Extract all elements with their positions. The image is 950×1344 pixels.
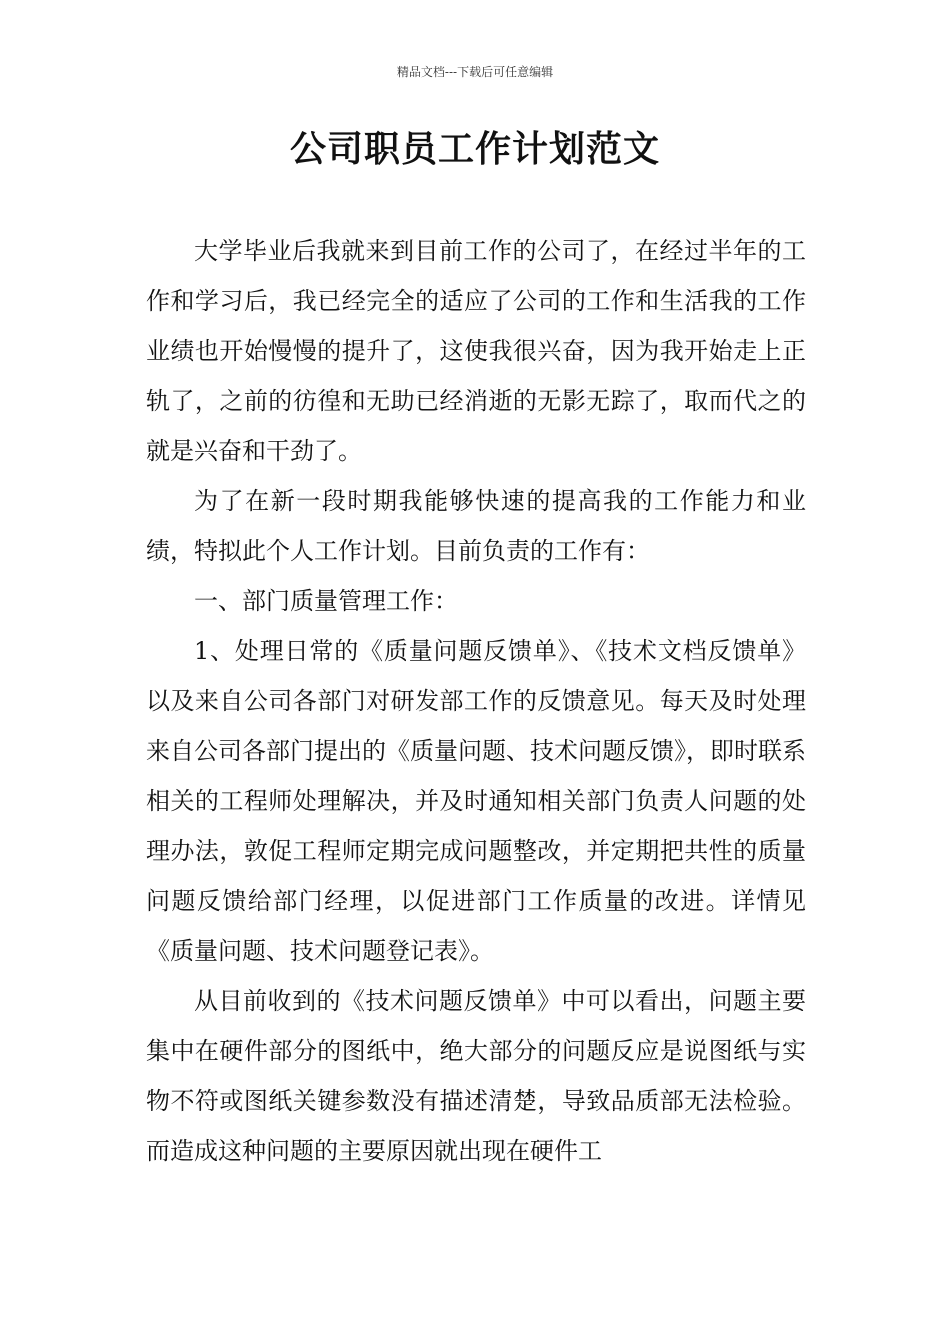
document-body (146, 226, 806, 1176)
header-note: 精品文档---下载后可任意编辑 (396, 65, 554, 79)
section-heading: 一、部门质量管理工作： (194, 587, 458, 615)
paragraph: 从目前收到的《技术问题反馈单》中可以看出，问题主要集中在硬件部分的图纸中，绝大部分的问题反应是说图纸与实物不符或图纸关键参数没有描述清楚，导致品质部无法检验。而造成这种问题的主要原因就出现在硬件工 (146, 987, 806, 1165)
paragraph: 为了在新一段时期我能够快速的提高我的工作能力和业绩，特拟此个人工作计划。目前负责的工作有： (146, 487, 806, 565)
document-title: 公司职员工作计划范文 (289, 129, 660, 170)
paragraph: 1、处理日常的《质量问题反馈单》、《技术文档反馈单》以及来自公司各部门对研发部工作的反馈意见。每天及时处理来自公司各部门提出的《质量问题、技术问题反馈》，即时联系相关的工程师处理解决，并及时通知相关部门负责人问题的处理办法，敦促工程师定期完成问题整改，并定期把共性的质量问题反馈给部门经理，以促进部门工作质量的改进。详情见《质量问题、技术问题登记表》。 (146, 637, 806, 965)
paragraph: 大学毕业后我就来到目前工作的公司了，在经过半年的工作和学习后，我已经完全的适应了公司的工作和生活我的工作业绩也开始慢慢的提升了，这使我很兴奋，因为我开始走上正轨了，之前的彷徨和无助已经消逝的无影无踪了，取而代之的就是兴奋和干劲了。 (146, 237, 806, 465)
